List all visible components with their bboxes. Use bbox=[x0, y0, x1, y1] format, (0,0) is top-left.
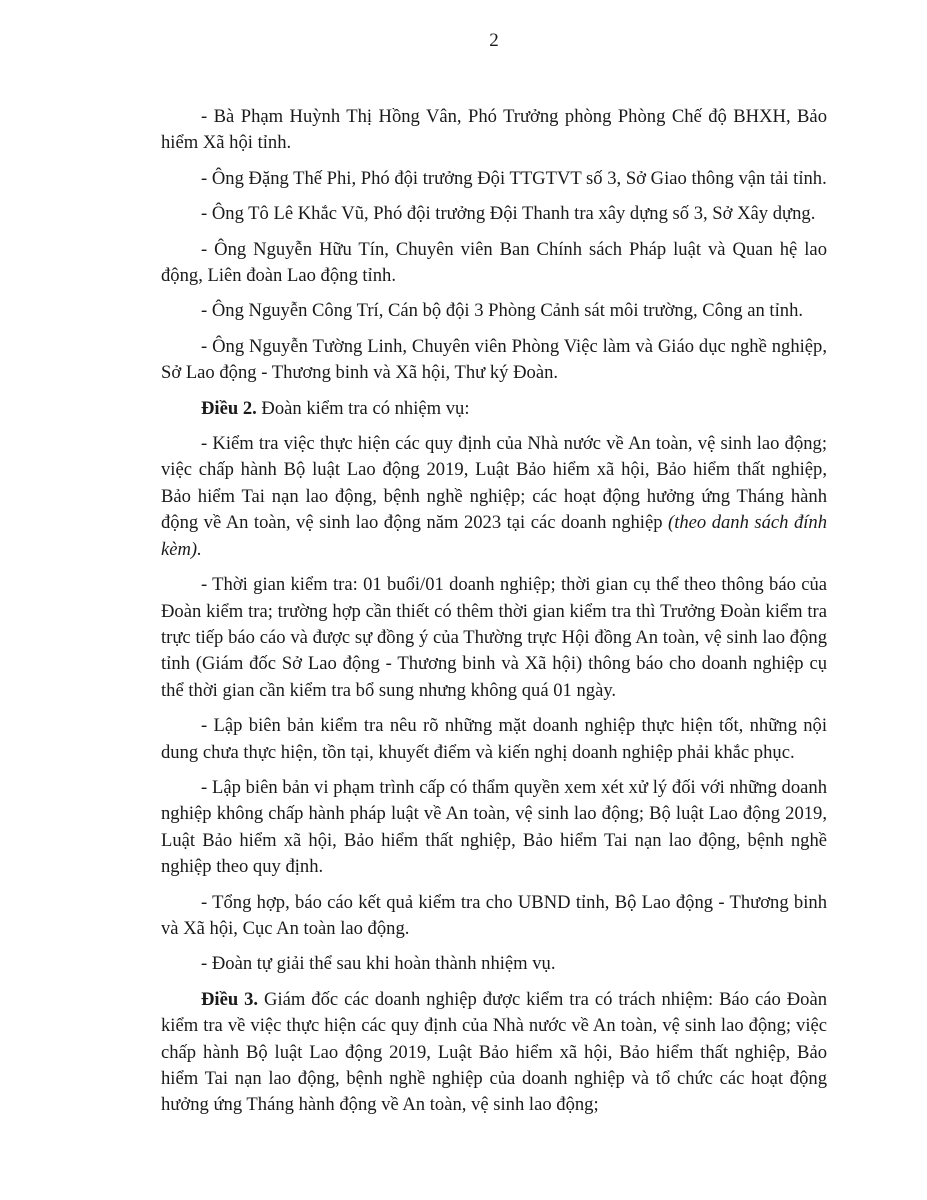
member-item: - Ông Tô Lê Khắc Vũ, Phó đội trưởng Đội Thanh tra xây dựng số 3, Sở Xây dựng. bbox=[201, 203, 816, 225]
member-item: - Ông Nguyễn Tường Linh, Chuyên viên Phòng Việc làm và Giáo dục nghề nghiệp, Sở Lao động - Thương binh và Xã hội, Thư ký Đoàn. bbox=[161, 335, 827, 384]
article-2-item: - Tổng hợp, báo cáo kết quả kiểm tra cho UBND tỉnh, Bộ Lao động - Thương binh và Xã hội, Cục An toàn lao động. bbox=[161, 891, 827, 939]
article-3-heading: Điều 3. bbox=[201, 988, 259, 1010]
article-2-item bbox=[161, 431, 827, 563]
article-3-text: Giám đốc các doanh nghiệp được kiểm tra có trách nhiệm: Báo cáo Đoàn kiểm tra về việc thực hiện các quy định của Nhà nước về An toàn, vệ sinh lao động; việc chấp hành Bộ luật Lao động 2019, Luật Bảo hiểm xã hội, Bảo hiểm thất nghiệp, Bảo hiểm Tai nạn lao động, bệnh nghề nghiệp của doanh nghiệp và tổ chức các hoạt động hưởng ứng Tháng hành động về An toàn, vệ sinh lao động; bbox=[161, 988, 828, 1116]
article-2-item: - Đoàn tự giải thể sau khi hoàn thành nhiệm vụ. bbox=[201, 953, 556, 975]
article-2-intro bbox=[161, 396, 827, 422]
article-3-paragraph bbox=[161, 987, 827, 1119]
article-2-item: - Lập biên bản kiểm tra nêu rõ những mặt doanh nghiệp thực hiện tốt, những nội dung chưa thực hiện, tồn tại, khuyết điểm và kiến nghị doanh nghiệp phải khắc phục. bbox=[161, 715, 827, 763]
member-item: - Bà Phạm Huỳnh Thị Hồng Vân, Phó Trưởng phòng Phòng Chế độ BHXH, Bảo hiểm Xã hội tỉnh. bbox=[161, 106, 827, 154]
member-item: - Ông Nguyễn Công Trí, Cán bộ đội 3 Phòng Cảnh sát môi trường, Công an tỉnh. bbox=[201, 300, 804, 322]
page-number: 2 bbox=[489, 30, 499, 51]
member-item: - Ông Nguyễn Hữu Tín, Chuyên viên Ban Chính sách Pháp luật và Quan hệ lao động, Liên đoàn Lao động tỉnh. bbox=[161, 238, 827, 287]
member-item: - Ông Đặng Thế Phi, Phó đội trưởng Đội TTGTVT số 3, Sở Giao thông vận tải tỉnh. bbox=[201, 167, 827, 189]
article-2-item: - Lập biên bản vi phạm trình cấp có thẩm quyền xem xét xử lý đối với những doanh nghiệp không chấp hành pháp luật về An toàn, vệ sinh lao động; Bộ luật Lao động 2019, Luật Bảo hiểm xã hội, Bảo hiểm thất nghiệp, Bảo hiểm Tai nạn lao động, bệnh nghề nghiệp theo quy định. bbox=[161, 776, 827, 878]
article-2-intro-text: Đoàn kiểm tra có nhiệm vụ: bbox=[256, 397, 470, 419]
document-page bbox=[161, 28, 827, 1128]
article-2-item-text: - Kiểm tra việc thực hiện các quy định của Nhà nước về An toàn, vệ sinh lao động; việc chấp hành Bộ luật Lao động 2019, Luật Bảo hiểm xã hội, Bảo hiểm thất nghiệp, Bảo hiểm Tai nạn lao động, bệnh nghề nghiệp; các hoạt động hưởng ứng Tháng hành động về An toàn, vệ sinh lao động năm 2023 tại các doanh nghiệp bbox=[161, 433, 827, 534]
article-2-item: - Thời gian kiểm tra: 01 buổi/01 doanh nghiệp; thời gian cụ thể theo thông báo của Đoàn kiểm tra; trường hợp cần thiết có thêm thời gian kiểm tra thì Trưởng Đoàn kiểm tra trực tiếp báo cáo và được sự đồng ý của Thường trực Hội đồng An toàn, vệ sinh lao động tỉnh (Giám đốc Sở Lao động - Thương binh và Xã hội) thông báo cho doanh nghiệp cụ thể thời gian cần kiểm tra bổ sung nhưng không quá 01 ngày. bbox=[161, 574, 827, 701]
article-2-heading: Điều 2. bbox=[201, 397, 257, 419]
article-2-item-note: (theo danh sách đính kèm). bbox=[161, 512, 827, 560]
